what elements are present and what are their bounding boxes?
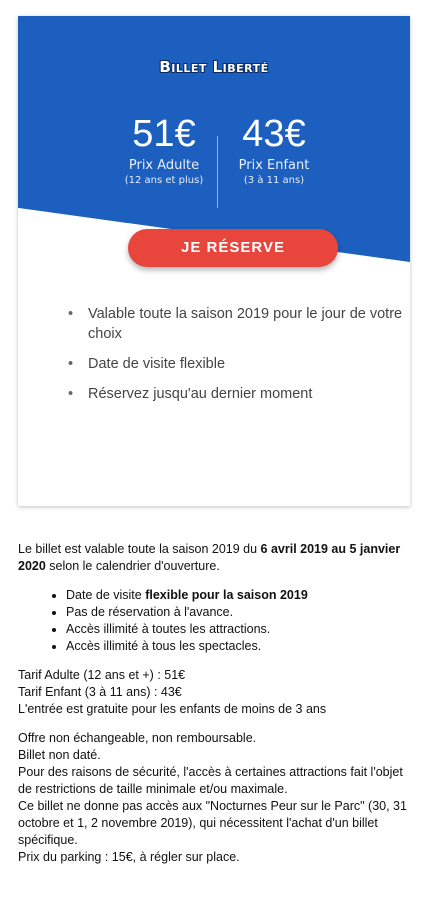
spacer	[18, 718, 410, 730]
note-line: Billet non daté.	[18, 748, 101, 762]
prices	[18, 112, 410, 232]
child-age-range: (3 à 11 ans)	[243, 175, 305, 186]
child-price-label: Prix Enfant	[238, 158, 310, 173]
adult-price-block	[104, 112, 224, 187]
child-price-block	[214, 112, 334, 187]
feature-item: • Réservez jusqu'au dernier moment	[68, 384, 408, 404]
tarif-adult: Tarif Adulte (12 ans et +) : 51€	[18, 668, 186, 682]
details-bullet: • Accès illimité à toutes les attractions.	[66, 621, 410, 638]
validity-text	[18, 541, 410, 575]
bullet-text: Date de visite	[66, 588, 146, 602]
validity-dates: 6 avril 2019 au 5 janvier 2020	[18, 542, 401, 573]
note-line: Offre non échangeable, non remboursable.	[18, 731, 257, 745]
details-bullets	[18, 587, 410, 655]
validity-suffix: selon le calendrier d'ouverture.	[45, 559, 220, 573]
price-divider	[217, 136, 218, 208]
ticket-card	[18, 16, 410, 506]
child-price: 43€	[242, 113, 306, 155]
reserve-button[interactable]: JE RÉSERVE	[128, 229, 338, 267]
bullet-bold: flexible pour la saison 2019	[145, 588, 308, 602]
note-line: Prix du parking : 15€, à régler sur place.	[18, 850, 240, 864]
feature-item: • Date de visite flexible	[68, 354, 408, 374]
details-bullet	[66, 587, 410, 604]
note-line: Pour des raisons de sécurité, l'accès à certaines attractions fait l'objet de restrictions de taille minimale et/ou maximale.	[18, 765, 403, 796]
feature-list	[68, 304, 408, 414]
ticket-details	[18, 541, 410, 866]
details-bullet: • Pas de réservation à l'avance.	[66, 604, 410, 621]
ticket-title: Billet Liberté	[159, 58, 269, 76]
feature-item: • Valable toute la saison 2019 pour le jour de votre choix	[68, 304, 408, 344]
details-bullet: • Accès illimité à tous les spectacles.	[66, 638, 410, 655]
adult-age-range: (12 ans et plus)	[124, 175, 204, 186]
note-line: Ce billet ne donne pas accès aux "Nocturnes Peur sur le Parc" (30, 31 octobre et 1, 2 novembre 2019), qui nécessitent l'achat d'un billet spécifique.	[18, 799, 407, 847]
adult-price: 51€	[132, 113, 196, 155]
free-note: L'entrée est gratuite pour les enfants de moins de 3 ans	[18, 702, 327, 716]
tarif-child: Tarif Enfant (3 à 11 ans) : 43€	[18, 685, 182, 699]
validity-prefix: Le billet est valable toute la saison 2019 du	[18, 542, 261, 556]
adult-price-label: Prix Adulte	[128, 158, 200, 173]
